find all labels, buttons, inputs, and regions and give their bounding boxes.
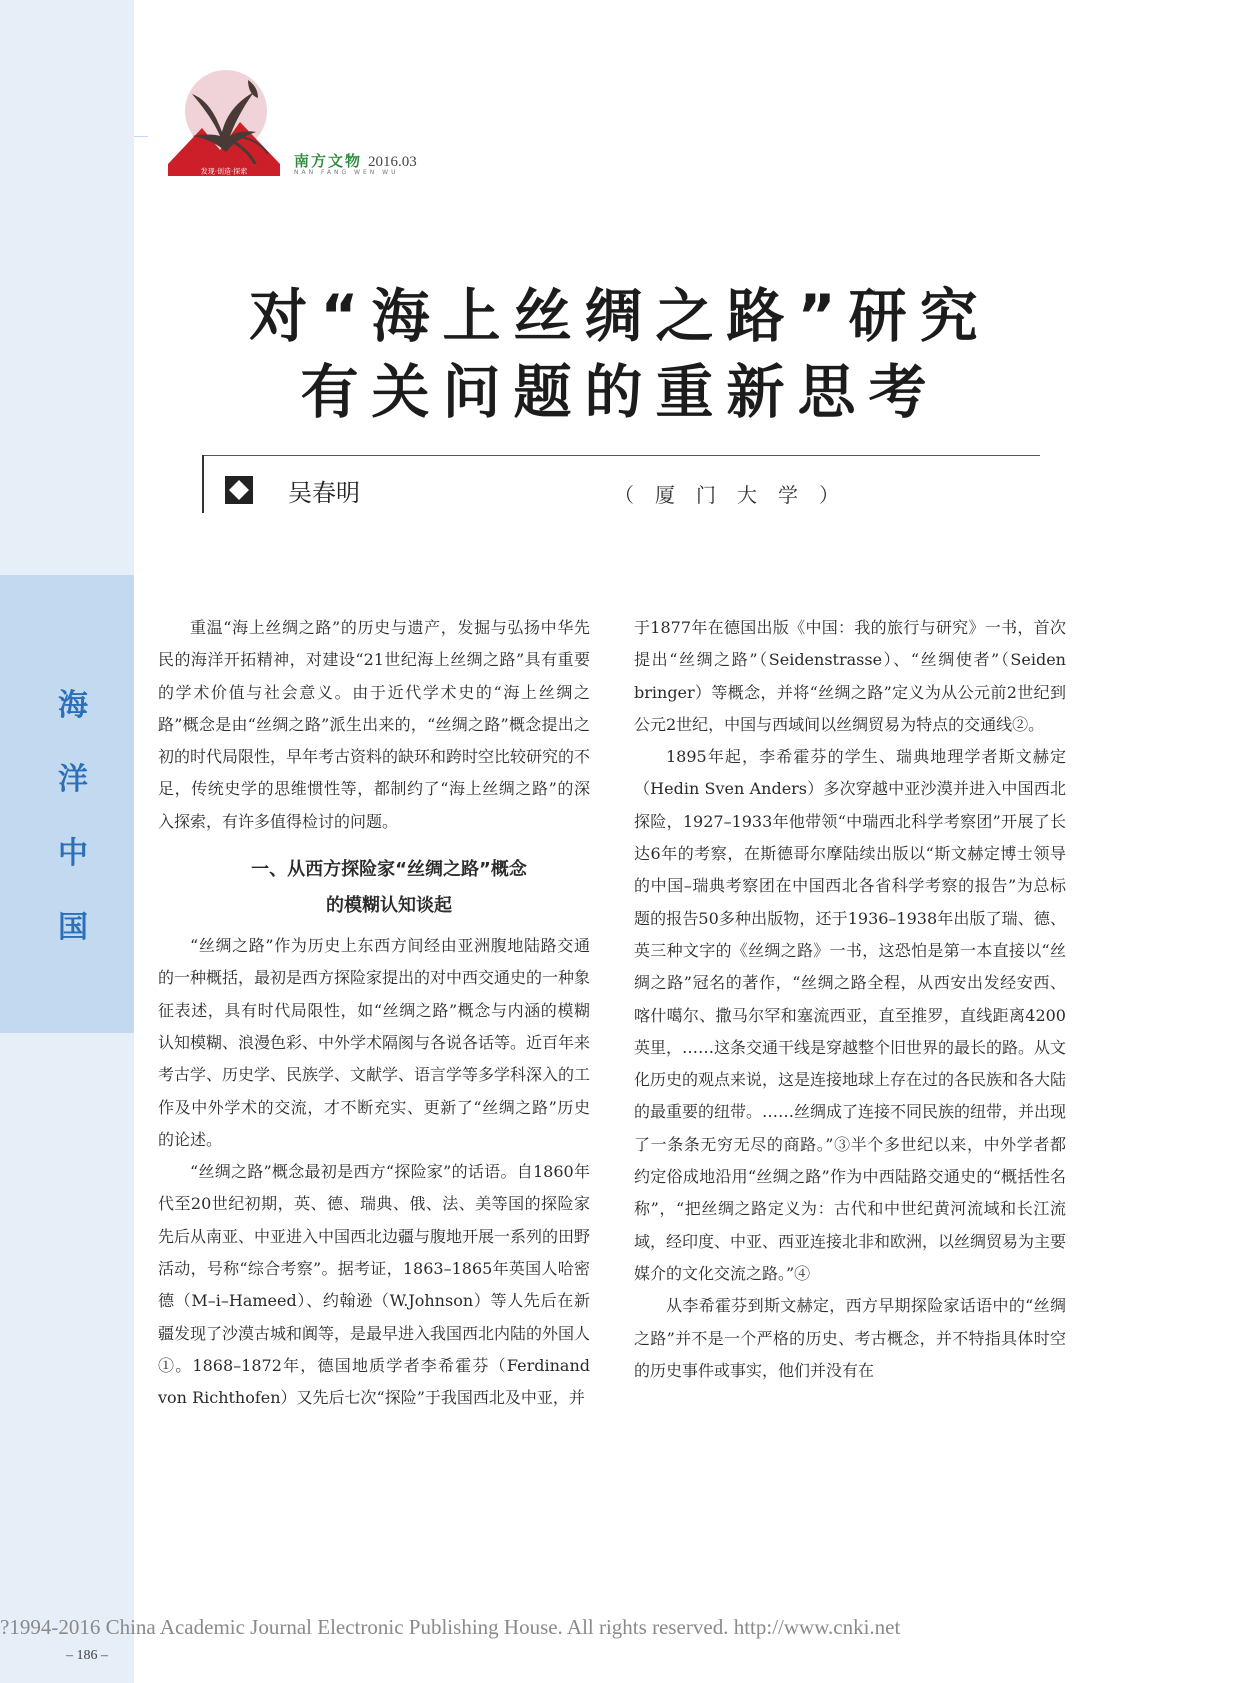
body-column-left [158, 612, 590, 1415]
section-heading-line-2: 的模糊认知谈起 [326, 895, 452, 917]
byline-rule [202, 455, 1040, 456]
author-affiliation: （厦门大学） [614, 483, 860, 507]
title-line-2: 有关问题的重新思考 [300, 358, 940, 426]
section-char: 国 [58, 910, 88, 945]
body-column-right [634, 612, 1066, 1387]
section-char: 洋 [58, 762, 88, 797]
section-char: 海 [58, 688, 88, 723]
paragraph: 1895年起，李希霍芬的学生、瑞典地理学者斯文赫定（Hedin Sven Anders）多次穿越中亚沙漠并进入中国西北探险，1927–1933年他带领“中瑞西北科学考察团”开展了长达6年的考察，在斯德哥尔摩陆续出版以“斯文赫定博士领导的中国–瑞典考察团在中国西北各省科学考察的报告”为总标题的报告50多种出版物，还于1936–1938年出版了瑞、德、英三种文字的《丝绸之路》一书，这恐怕是第一本直接以“丝绸之路”冠名的著作，“丝绸之路全程，从西安出发经安西、喀什噶尔、撒马尔罕和塞流西亚，直至推罗，直线距离4200英里，……这条交通干线是穿越整个旧世界的最长的路。从文化历史的观点来说，这是连接地球上存在过的各民族和各大陆的最重要的纽带。……丝绸成了连接不同民族的纽带，并出现了一条条无穷无尽的商路。”③半个多世纪以来，中外学者都约定俗成地沿用“丝绸之路”作为中西陆路交通史的“概括性名称”，“把丝绸之路定义为：古代和中世纪黄河流域和长江流域，经印度、中亚、西亚连接北非和欧洲，以丝绸贸易为主要媒介的文化交流之路。”④ [634, 747, 1067, 1283]
paragraph: “丝绸之路”作为历史上东西方间经由亚洲腹地陆路交通的一种概括，最初是西方探险家提出的对中西交通史的一种象征表述，具有时代局限性，如“丝绸之路”概念与内涵的模糊认知模糊、浪漫色彩、中外学术隔阂与各说各话等。近百年来考古学、历史学、民族学、文献学、语言学等多学科深入的工作及中外学术的交流，才不断充实、更新了“丝绸之路”历史的论述。 [158, 936, 591, 1149]
logo-caption: 发现·创造·探索 [200, 167, 248, 176]
paragraph: 从李希霍芬到斯文赫定，西方早期探险家话语中的“丝绸之路”并不是一个严格的历史、考古概念，并不特指具体时空的历史事件或事实，他们并没有在 [634, 1296, 1066, 1380]
header-divider-tick [134, 136, 148, 137]
paragraph-continued: 于1877年在德国出版《中国：我的旅行与研究》一书，首次提出“丝绸之路”（Seidenstrasse）、“丝绸使者”（Seiden bringer）等概念，并将“丝绸之路”定义为从公元前2世纪到公元2世纪，中国与西域间以丝绸贸易为特点的交通线②。 [634, 618, 1066, 734]
journal-masthead [294, 150, 417, 176]
journal-pinyin: NAN FANG WEN WU [294, 169, 399, 176]
author-name: 吴春明 [288, 479, 360, 507]
byline-bracket [202, 455, 204, 513]
title-line-1: 对“海上丝绸之路”研究 [249, 282, 991, 350]
copyright-watermark: ?1994-2016 China Academic Journal Electronic Publishing House. All rights reserved. http://www.cnki.net [0, 1615, 901, 1639]
diamond-icon [225, 476, 253, 504]
sidebar-background-bottom [0, 1033, 134, 1683]
article-title [130, 278, 1110, 430]
phoenix-logo-icon [164, 66, 284, 178]
section-char: 中 [58, 836, 88, 871]
journal-issue: 2016.03 [368, 154, 417, 170]
sidebar-background-top [0, 0, 134, 575]
journal-name: 南方文物 [294, 152, 363, 170]
page-number: – 186 – [66, 1648, 108, 1663]
paragraph: 重温“海上丝绸之路”的历史与遗产，发掘与弘扬中华先民的海洋开拓精神，对建设“21世纪海上丝绸之路”具有重要的学术价值与社会意义。由于近代学术史的“海上丝绸之路”概念是由“丝绸之路”派生出来的，“丝绸之路”概念提出之初的时代局限性，早年考古资料的缺环和跨时空比较研究的不足，传统史学的思维惯性等，都制约了“海上丝绸之路”的深入探索，有许多值得检讨的问题。 [158, 618, 591, 831]
section-label [48, 680, 98, 976]
section-heading-line-1: 一、从西方探险家“丝绸之路”概念 [251, 859, 527, 881]
section-heading [158, 852, 590, 924]
paragraph: “丝绸之路”概念最初是西方“探险家”的话语。自1860年代至20世纪初期，英、德、瑞典、俄、法、美等国的探险家先后从南亚、中亚进入中国西北边疆与腹地开展一系列的田野活动，号称“综合考察”。据考证，1863–1865年英国人哈密德（M–i–Hameed）、约翰逊（W.Johnson）等人先后在新疆发现了沙漠古城和阗等，是最早进入我国西北内陆的外国人①。1868–1872年，德国地质学者李希霍芬（Ferdinand von Richthofen）又先后七次“探险”于我国西北及中亚，并 [158, 1162, 591, 1408]
